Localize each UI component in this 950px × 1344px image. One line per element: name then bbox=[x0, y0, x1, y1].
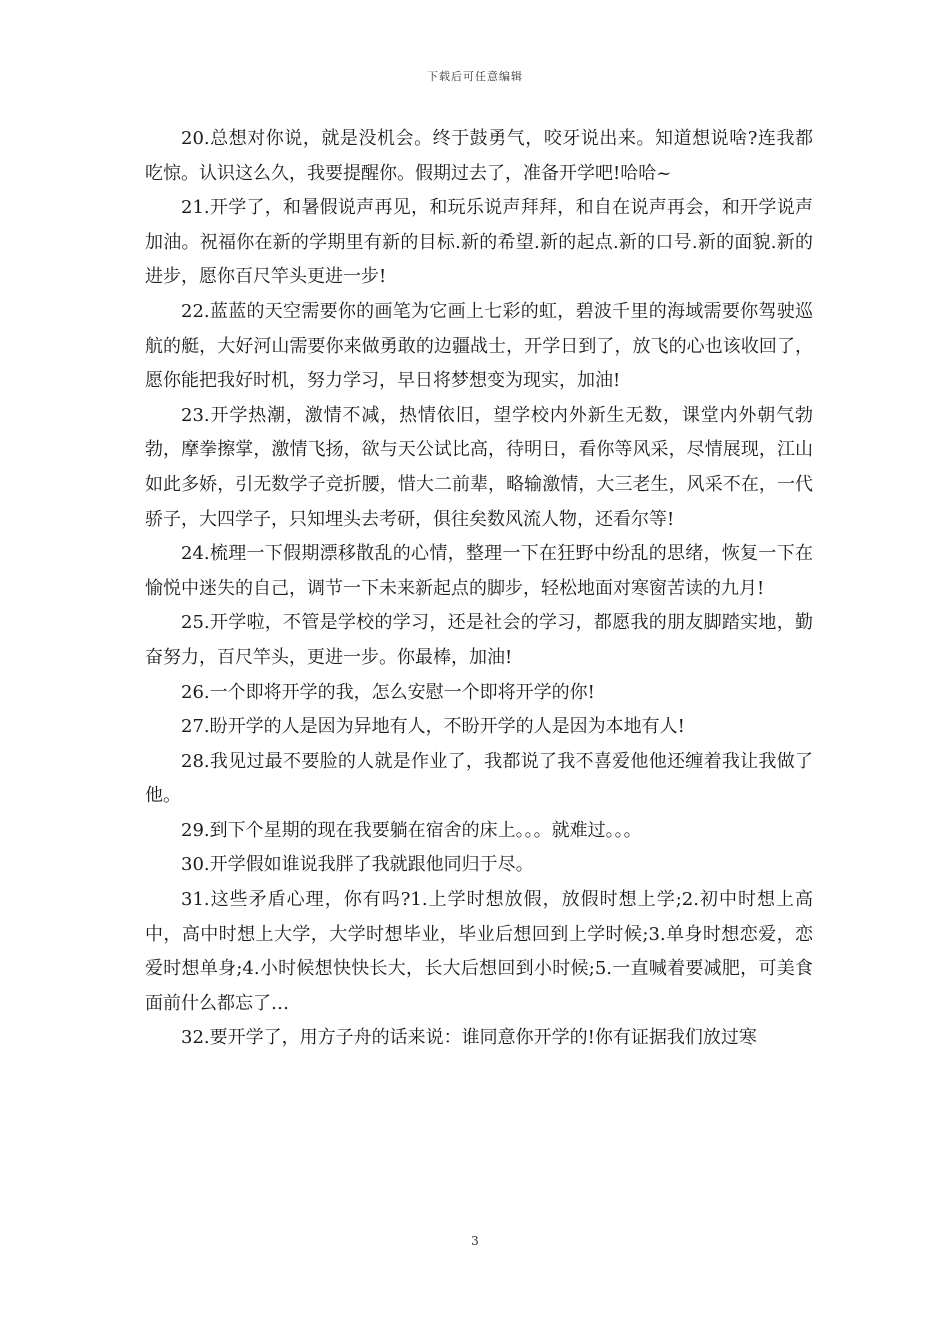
paragraph-21: 21.开学了，和暑假说声再见，和玩乐说声拜拜，和自在说声再会，和开学说声加油。祝福你在新的学期里有新的目标.新的希望.新的起点.新的口号.新的面貌.新的进步，愿你百尺竿头更进一步! bbox=[145, 197, 813, 288]
paragraph-31: 31.这些矛盾心理，你有吗?1.上学时想放假，放假时想上学;2.初中时想上高中，高中时想上大学，大学时想毕业，毕业后想回到上学时候;3.单身时想恋爱，恋爱时想单身;4.小时候想快快长大，长大后想回到小时候;5.一直喊着要减肥，可美食面前什么都忘了… bbox=[145, 889, 813, 1014]
page-header: 下载后可任意编辑 bbox=[427, 70, 523, 83]
paragraph-23: 23.开学热潮，激情不减，热情依旧，望学校内外新生无数，课堂内外朝气勃勃，摩拳擦掌，激情飞扬，欲与天公试比高，待明日，看你等风采，尽情展现，江山如此多娇，引无数学子竞折腰，惜大二前辈，略输激情，大三老生，风采不在，一代骄子，大四学子，只知埋头去考研，俱往矣数风流人物，还看尔等! bbox=[145, 404, 813, 530]
paragraph-20: 20.总想对你说，就是没机会。终于鼓勇气，咬牙说出来。知道想说啥?连我都吃惊。认识这么久，我要提醒你。假期过去了，准备开学吧!哈哈~ bbox=[145, 128, 813, 184]
document-body bbox=[145, 122, 813, 1056]
paragraph-28: 28.我见过最不要脸的人就是作业了，我都说了我不喜爱他他还缠着我让我做了他。 bbox=[145, 750, 813, 807]
paragraph-25: 25.开学啦，不管是学校的学习，还是社会的学习，都愿我的朋友脚踏实地，勤奋努力，百尺竿头，更进一步。你最棒，加油! bbox=[145, 612, 813, 668]
paragraph-22: 22.蓝蓝的天空需要你的画笔为它画上七彩的虹，碧波千里的海域需要你驾驶巡航的艇，大好河山需要你来做勇敢的边疆战士，开学日到了，放飞的心也该收回了，愿你能把我好时机，努力学习，早日将梦想变为现实，加油! bbox=[145, 300, 813, 392]
page-number: 3 bbox=[471, 1234, 479, 1248]
paragraph-32: 32.要开学了，用方子舟的话来说：谁同意你开学的!你有证据我们放过寒 bbox=[181, 1027, 757, 1049]
paragraph-24: 24.梳理一下假期漂移散乱的心情，整理一下在狂野中纷乱的思绪，恢复一下在愉悦中迷失的自己，调节一下未来新起点的脚步，轻松地面对寒窗苦读的九月! bbox=[145, 543, 813, 599]
paragraph-29: 29.到下个星期的现在我要躺在宿舍的床上。。。就难过。。。 bbox=[181, 819, 642, 841]
paragraph-30: 30.开学假如谁说我胖了我就跟他同归于尽。 bbox=[181, 854, 534, 876]
paragraph-27: 27.盼开学的人是因为异地有人，不盼开学的人是因为本地有人! bbox=[181, 716, 685, 738]
paragraph-26: 26.一个即将开学的我，怎么安慰一个即将开学的你! bbox=[181, 681, 595, 703]
